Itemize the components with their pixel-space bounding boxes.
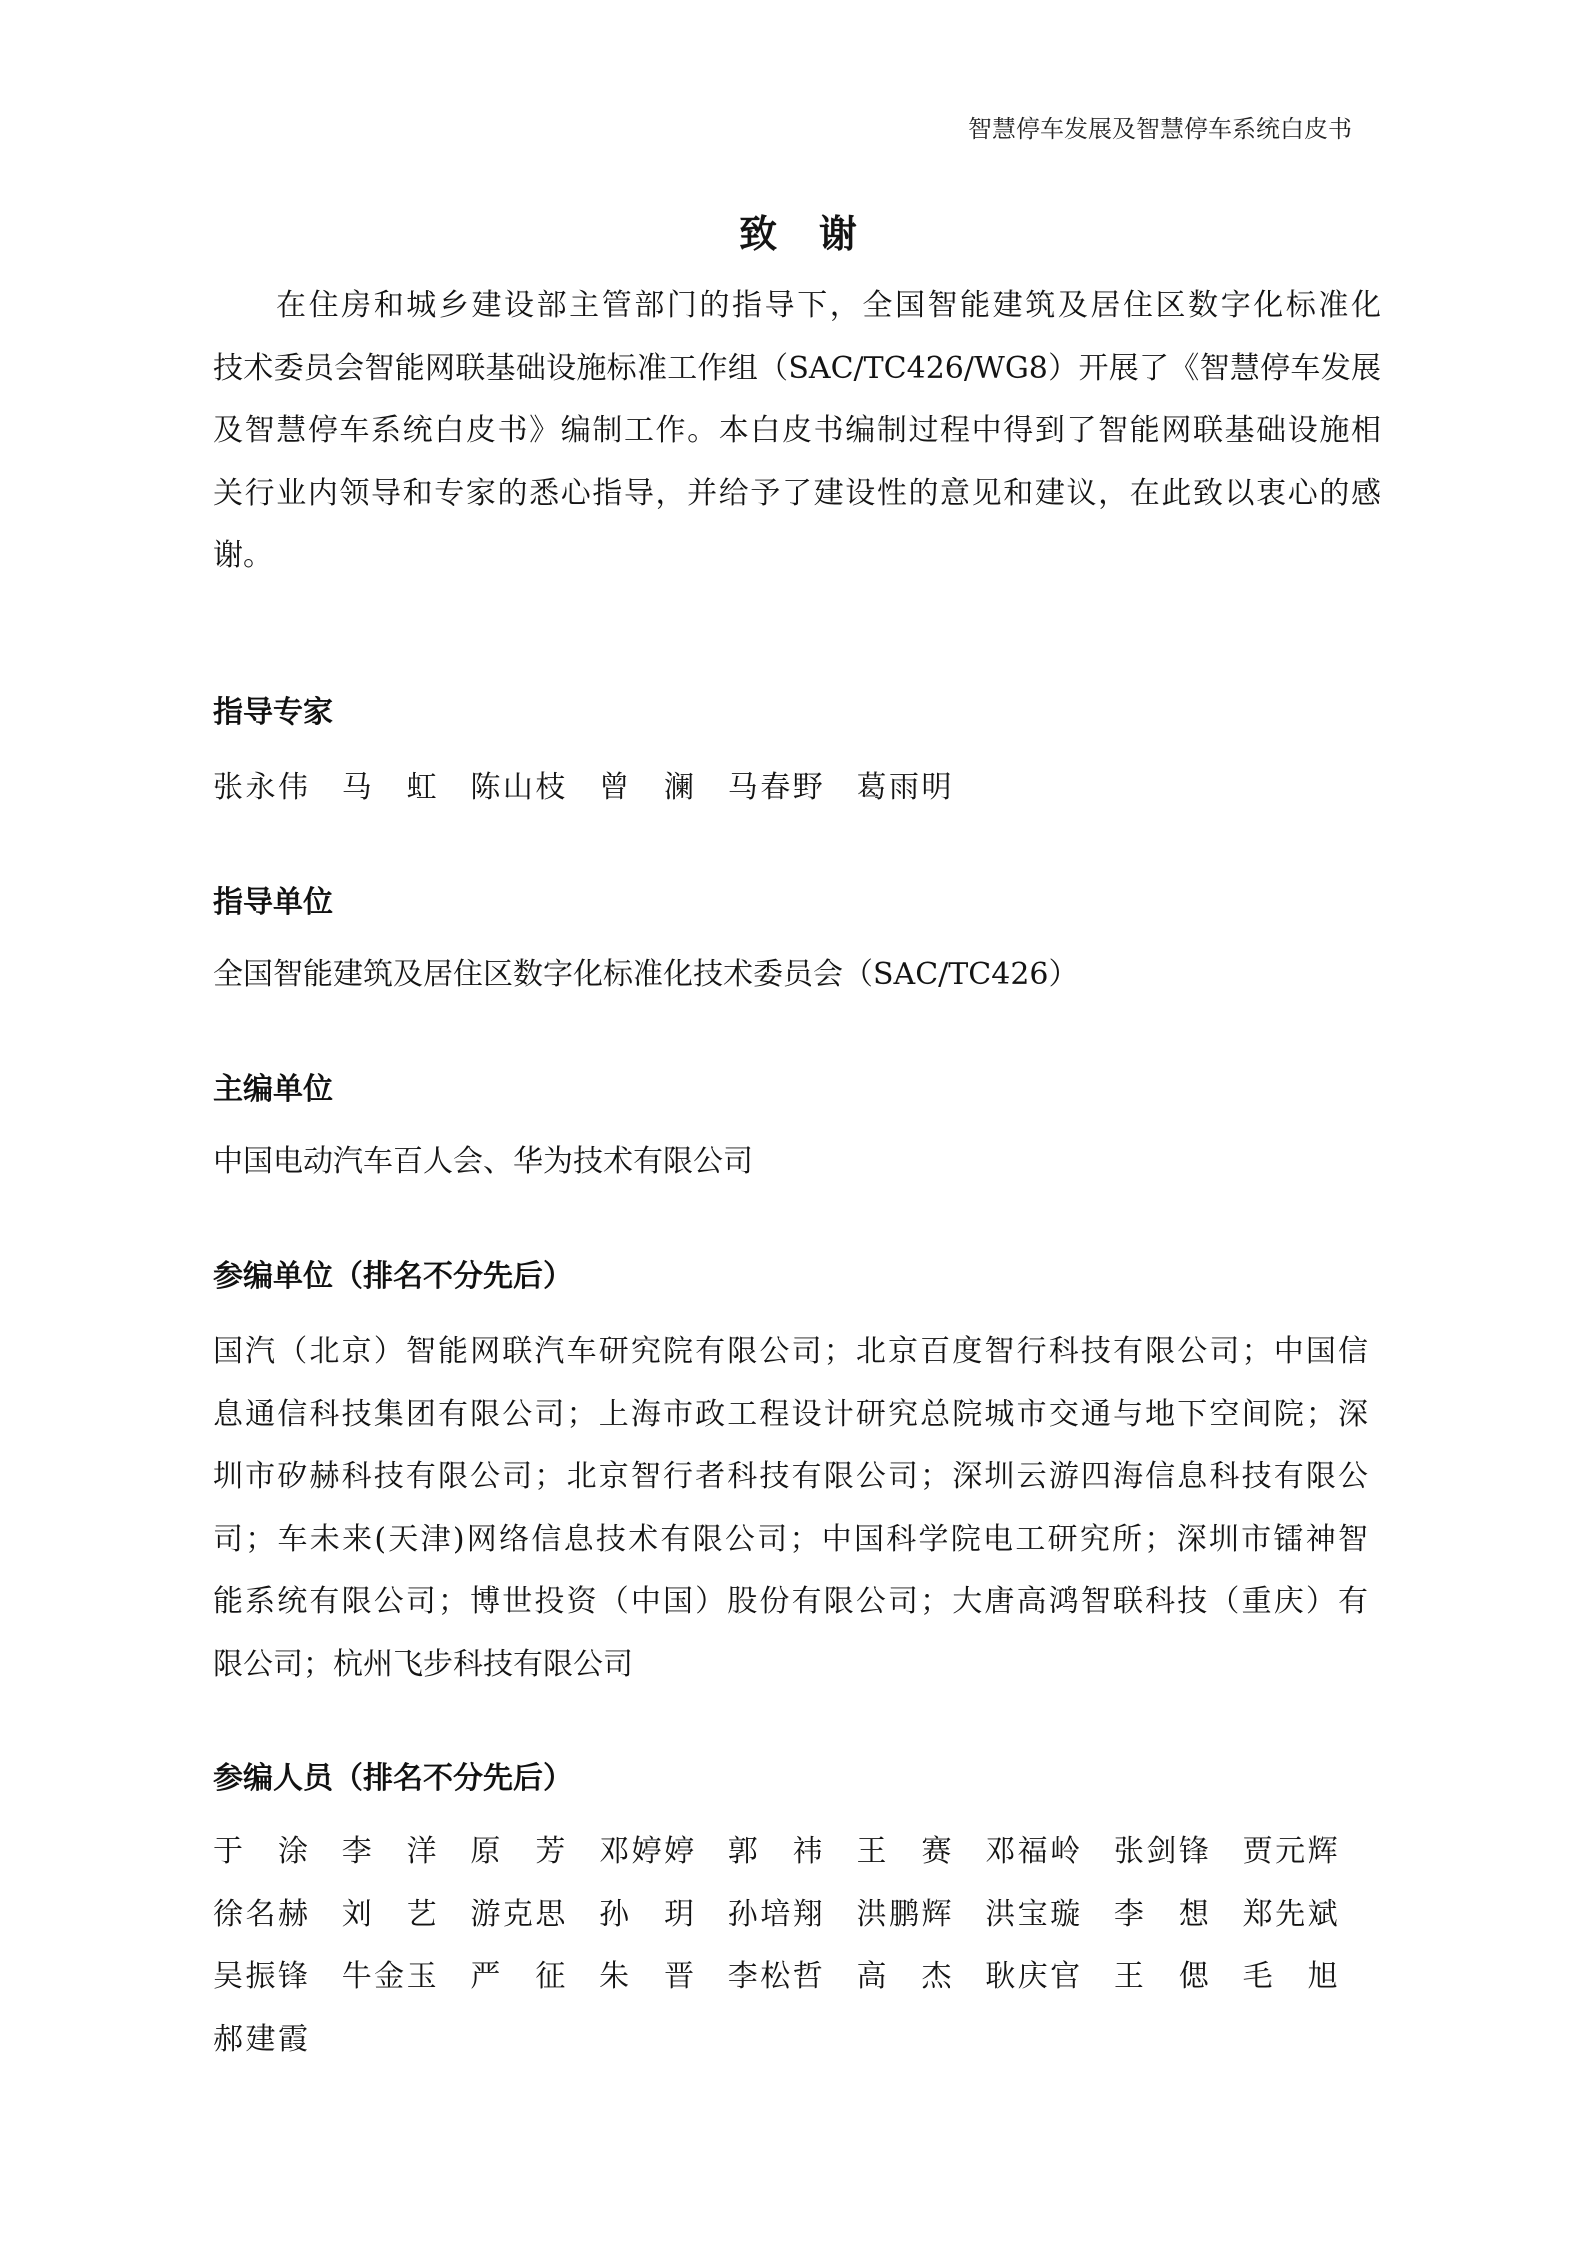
participants-heading: 参编人员（排名不分先后）	[213, 1761, 573, 1796]
expert-name: 葛雨明	[856, 770, 952, 805]
participant-name: 王 偲	[1113, 1959, 1209, 1994]
participating-units-heading: 参编单位（排名不分先后）	[213, 1259, 573, 1294]
expert-name: 马 虹	[341, 770, 437, 805]
participant-name: 李松哲	[727, 1959, 823, 1994]
participant-name: 于 涂	[213, 1834, 308, 1869]
chief-editor-unit-text: 中国电动汽车百人会、华为技术有限公司	[213, 1144, 753, 1179]
guiding-unit-heading: 指导单位	[213, 885, 333, 920]
participant-name: 郝建霞	[213, 2021, 308, 2057]
paragraph-line: 能系统有限公司；博世投资（中国）股份有限公司；大唐高鸿智联科技（重庆）有	[213, 1584, 1368, 1619]
participant-name: 刘 艺	[341, 1896, 437, 1932]
participant-name: 牛金玉	[341, 1959, 437, 1994]
participant-name: 郑先斌	[1242, 1896, 1338, 1932]
participant-name: 贾元辉	[1242, 1834, 1338, 1869]
participant-name: 邓福岭	[985, 1834, 1081, 1869]
participant-name: 邓婷婷	[599, 1834, 695, 1869]
paragraph-line: 圳市矽赫科技有限公司；北京智行者科技有限公司；深圳云游四海信息科技有限公	[213, 1459, 1368, 1494]
paragraph-line: 谢。	[213, 538, 273, 573]
expert-name: 陈山枝	[470, 770, 566, 805]
experts-heading: 指导专家	[213, 695, 333, 730]
paragraph-line: 司；车未来(天津)网络信息技术有限公司；中国科学院电工研究所；深圳市镭神智	[213, 1521, 1368, 1557]
participant-name: 严 征	[470, 1959, 566, 1994]
participant-name: 洪鹏辉	[856, 1896, 952, 1932]
guiding-unit-text: 全国智能建筑及居住区数字化标准化技术委员会（SAC/TC426）	[213, 957, 1079, 992]
participant-name: 李 想	[1113, 1896, 1209, 1932]
participant-name: 朱 晋	[599, 1959, 695, 1994]
participant-name: 耿庆官	[985, 1959, 1081, 1994]
participant-name: 吴振锋	[213, 1959, 308, 1994]
expert-name: 马春野	[727, 770, 823, 805]
paragraph-line: 及智慧停车系统白皮书》编制工作。本白皮书编制过程中得到了智能网联基础设施相	[213, 413, 1381, 448]
paragraph-line: 关行业内领导和专家的悉心指导，并给予了建设性的意见和建议，在此致以衷心的感	[213, 475, 1381, 511]
expert-name: 张永伟	[213, 770, 308, 805]
participant-name: 孙培翔	[727, 1896, 823, 1932]
paragraph-line: 在住房和城乡建设部主管部门的指导下，全国智能建筑及居住区数字化标准化	[276, 288, 1381, 323]
participant-name: 张剑锋	[1113, 1834, 1209, 1869]
running-header-title: 智慧停车发展及智慧停车系统白皮书	[968, 115, 1352, 143]
participant-name: 毛 旭	[1242, 1959, 1338, 1994]
paragraph-line: 息通信科技集团有限公司；上海市政工程设计研究总院城市交通与地下空间院；深	[213, 1396, 1368, 1432]
chief-editor-unit-heading: 主编单位	[213, 1072, 333, 1107]
participant-name: 原 芳	[470, 1834, 566, 1869]
paragraph-line: 限公司；杭州飞步科技有限公司	[213, 1646, 633, 1682]
participant-name: 洪宝璇	[985, 1896, 1081, 1932]
paragraph-line: 技术委员会智能网联基础设施标准工作组（SAC/TC426/WG8）开展了《智慧停车发展	[213, 350, 1381, 386]
participant-name: 李 洋	[341, 1834, 437, 1869]
participant-name: 郭 祎	[727, 1834, 823, 1869]
participant-name: 孙 玥	[599, 1896, 695, 1932]
paragraph-line: 国汽（北京）智能网联汽车研究院有限公司；北京百度智行科技有限公司；中国信	[213, 1334, 1368, 1369]
participant-name: 徐名赫	[213, 1896, 308, 1932]
expert-name: 曾 澜	[599, 770, 695, 805]
page-title: 致 谢	[739, 211, 857, 256]
participant-name: 高 杰	[856, 1959, 952, 1994]
participant-name: 王 赛	[856, 1834, 952, 1869]
participant-name: 游克思	[470, 1896, 566, 1932]
